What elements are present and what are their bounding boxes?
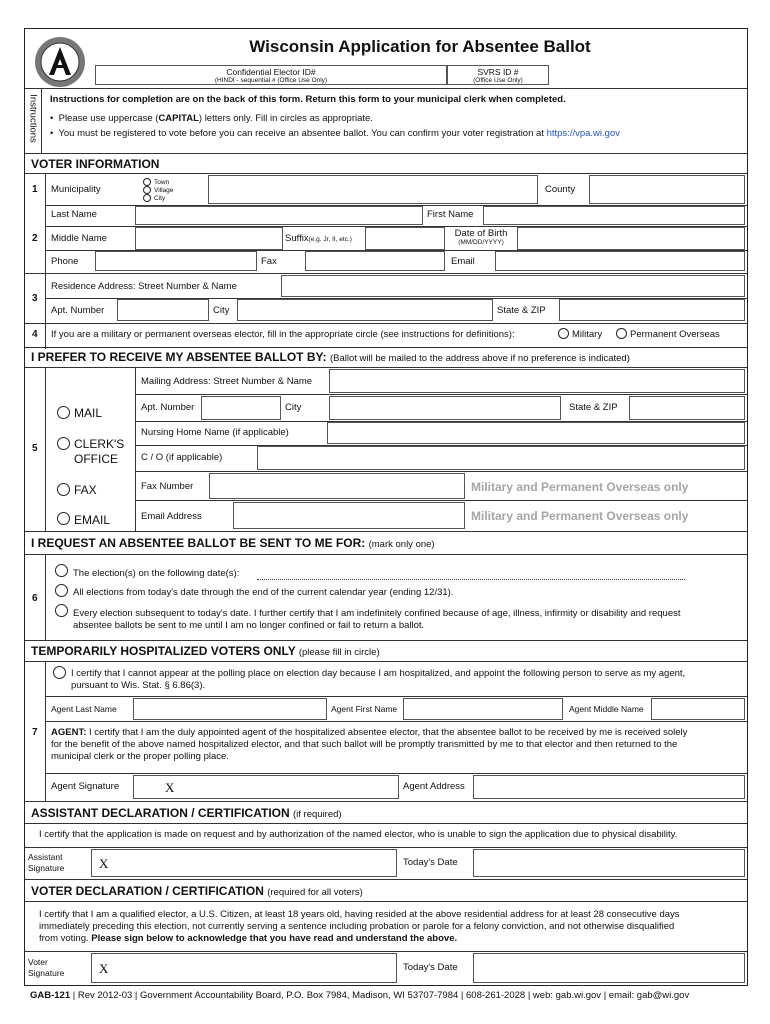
clerks-label: CLERK'S — [74, 437, 125, 451]
nursing-home-label: Nursing Home Name (if applicable) — [141, 427, 289, 438]
middle-name-label: Middle Name — [51, 233, 107, 244]
residence-state-zip-label: State & ZIP — [497, 305, 546, 316]
email-option-label: EMAIL — [74, 513, 111, 527]
assistant-certification-text: I certify that the application is made on request and by authorization of the named elector, who is unable to sign the application due to physical disability. — [39, 829, 678, 840]
mailing-city-label: City — [285, 402, 302, 413]
instructions-bullet-registration: • You must be registered to vote before you can receive an absentee ballot. You can confirm your voter registration at https://vpa.wi.gov — [50, 128, 620, 139]
agent-middle-name-label: Agent Middle Name — [569, 704, 644, 714]
agent-signature-label: Agent Signature — [51, 781, 120, 792]
first-name-input[interactable] — [483, 206, 745, 225]
voter-signature-x: X — [99, 961, 109, 976]
assistant-signature-input[interactable] — [91, 849, 397, 877]
suffix-label: Suffix(e.g. Jr, II, etc.) — [285, 233, 352, 244]
agent-middle-name-input[interactable] — [651, 698, 745, 720]
hospitalized-certify-radio[interactable] — [53, 666, 66, 679]
city-radio[interactable] — [143, 194, 151, 202]
row-number-1: 1 — [32, 184, 38, 195]
email-address-label: Email Address — [141, 511, 202, 522]
voter-information-heading: VOTER INFORMATION — [31, 157, 160, 171]
fax-option-label: FAX — [74, 483, 97, 497]
date-of-birth-label: Date of Birth — [454, 228, 508, 239]
email-address-input[interactable] — [233, 502, 465, 529]
date-of-birth-input[interactable] — [517, 227, 745, 250]
clerks-office-radio[interactable] — [57, 437, 70, 450]
agent-signature-x: X — [165, 780, 175, 795]
voter-date-label: Today's Date — [403, 962, 458, 973]
voter-date-input[interactable] — [473, 953, 745, 983]
voter-signature-label: Voter Signature — [28, 957, 65, 978]
form-title: Wisconsin Application for Absentee Ballot — [249, 37, 591, 56]
voter-declaration-heading: VOTER DECLARATION / CERTIFICATION (required for all voters) — [31, 884, 363, 898]
suffix-input[interactable] — [365, 227, 445, 250]
election-dates-label: The election(s) on the following date(s): — [73, 568, 240, 579]
care-of-label: C / O (if applicable) — [141, 452, 223, 463]
middle-name-input[interactable] — [135, 227, 283, 250]
assistant-date-input[interactable] — [473, 849, 745, 877]
voter-signature-input[interactable] — [91, 953, 397, 983]
assistant-declaration-heading: ASSISTANT DECLARATION / CERTIFICATION (if required) — [31, 806, 342, 820]
assistant-signature-label: Assistant Signature — [28, 852, 65, 873]
instructions-heading: Instructions for completion are on the back of this form. Return this form to your municipal clerk when completed. — [50, 94, 566, 105]
agent-last-name-input[interactable] — [133, 698, 327, 720]
agent-first-name-label: Agent First Name — [331, 704, 398, 714]
village-radio[interactable] — [143, 186, 151, 194]
office-label: OFFICE — [74, 452, 118, 466]
email-delivery-radio[interactable] — [57, 512, 70, 525]
mailing-apt-label: Apt. Number — [141, 402, 195, 413]
calendar-year-radio[interactable] — [55, 584, 68, 597]
fax-number-input[interactable] — [209, 473, 465, 499]
town-radio[interactable] — [143, 178, 151, 186]
svrs-id-label: SVRS ID # — [477, 67, 519, 77]
residence-address-input[interactable] — [281, 275, 745, 297]
row-number-3: 3 — [32, 293, 38, 304]
instructions-side-label: Instructions — [27, 94, 39, 143]
military-question: If you are a military or permanent overseas elector, fill in the appropriate circle (see instructions for definitions): — [51, 329, 515, 340]
instructions-bullet-capital: • Please use uppercase (CAPITAL) letters only. Fill in circles as appropriate. — [50, 113, 373, 124]
indefinitely-confined-radio[interactable] — [55, 604, 68, 617]
county-input[interactable] — [589, 175, 745, 204]
email-military-only-note: Military and Permanent Overseas only — [471, 509, 689, 523]
mailing-address-label: Mailing Address: Street Number & Name — [141, 376, 313, 387]
row-number-2: 2 — [32, 233, 38, 244]
delivery-method-heading: I PREFER TO RECEIVE MY ABSENTEE BALLOT BY: (Ballot will be mailed to the address above if no preference is indicated) — [31, 350, 630, 364]
municipality-label: Municipality — [51, 184, 101, 195]
row-number-7: 7 — [32, 727, 38, 738]
permanent-overseas-radio[interactable] — [616, 328, 627, 339]
fax-military-only-note: Military and Permanent Overseas only — [471, 480, 689, 494]
voter-certification-text: I certify that I am a qualified elector, a U.S. Citizen, at least 18 years old, having resided at the above residential address for at least 28 consecutive days immediately preceding this election, not currently serving a sentence including probation or parole for a felony conviction, and not otherwise disqualified from voting. Please sign below to acknowledge that you have read and understand the above. — [39, 909, 680, 944]
state-seal-logo — [33, 35, 87, 89]
agent-address-input[interactable] — [473, 775, 745, 799]
town-label: Town — [154, 179, 170, 186]
email-input[interactable] — [495, 251, 745, 271]
hospitalized-certify-text: I certify that I cannot appear at the polling place on election day because I am hospitalized, and appoint the following person to serve as my agent, pursuant to Wis. Stat. § 6.86(3). — [71, 668, 686, 691]
last-name-input[interactable] — [135, 206, 423, 225]
residence-apt-input[interactable] — [117, 299, 209, 321]
permanent-overseas-label: Permanent Overseas — [630, 329, 720, 340]
row-number-5: 5 — [32, 443, 38, 454]
form-id: GAB-121 — [30, 990, 71, 1001]
date-of-birth-hint: (MM/DD/YYYY) — [458, 239, 504, 246]
election-dates-line[interactable] — [257, 579, 685, 580]
assistant-date-label: Today's Date — [403, 857, 458, 868]
fax-label: Fax — [261, 256, 277, 267]
mailing-city-input[interactable] — [329, 396, 561, 420]
agent-last-name-label: Agent Last Name — [51, 704, 117, 714]
row-number-4: 4 — [32, 329, 38, 340]
phone-label: Phone — [51, 256, 79, 267]
agent-first-name-input[interactable] — [403, 698, 563, 720]
row-number-6: 6 — [32, 593, 38, 604]
care-of-input[interactable] — [257, 446, 745, 470]
mail-option-label: MAIL — [74, 406, 103, 420]
fax-delivery-radio[interactable] — [57, 483, 70, 496]
residence-address-label: Residence Address: Street Number & Name — [51, 281, 237, 292]
svrs-id-note: (Office Use Only) — [473, 77, 523, 84]
voter-registration-link[interactable]: https://vpa.wi.gov — [546, 128, 620, 139]
fax-number-label: Fax Number — [141, 481, 194, 492]
first-name-label: First Name — [427, 209, 474, 220]
residence-apt-label: Apt. Number — [51, 305, 105, 316]
village-label: Village — [154, 187, 174, 194]
agent-certification-text: AGENT: I certify that I am the duly appointed agent of the hospitalized absentee elector, that the absentee ballot to be received by me is received solely for the benefit of the above named hospitalized elector, and that such ballot will be promptly transmitted by me to that elector and then returned to the municipal clerk or the proper polling place. — [51, 727, 688, 762]
municipality-input[interactable] — [208, 175, 538, 204]
military-label: Military — [572, 329, 603, 340]
ballot-request-heading: I REQUEST AN ABSENTEE BALLOT BE SENT TO ME FOR: (mark only one) — [31, 536, 435, 550]
residence-state-zip-input[interactable] — [559, 299, 745, 321]
email-label: Email — [451, 256, 475, 267]
city-label: City — [154, 195, 166, 202]
residence-city-label: City — [213, 305, 230, 316]
mail-radio[interactable] — [57, 406, 70, 419]
mailing-address-input[interactable] — [329, 369, 745, 393]
confidential-elector-id-label: Confidential Elector ID# — [226, 67, 316, 77]
application-form — [24, 28, 748, 986]
phone-input[interactable] — [95, 251, 257, 271]
agent-address-label: Agent Address — [403, 781, 465, 792]
mailing-apt-input[interactable] — [201, 396, 281, 420]
fax-input[interactable] — [305, 251, 445, 271]
confidential-elector-id-note: (HINDI - sequential # (Office Use Only) — [214, 77, 328, 84]
nursing-home-input[interactable] — [327, 422, 745, 444]
last-name-label: Last Name — [51, 209, 97, 220]
calendar-year-label: All elections from today's date through the end of the current calendar year (ending 12/31). — [73, 587, 454, 598]
indefinitely-confined-label: Every election subsequent to today's date. I further certify that I am indefinitely confined because of age, illness, infirmity or disability and request absentee ballots be sent to me until I am no longer confined or fail to return a ballot. — [73, 608, 681, 631]
hospitalized-heading: TEMPORARILY HOSPITALIZED VOTERS ONLY (please fill in circle) — [31, 644, 380, 658]
county-label: County — [545, 184, 576, 195]
form-footer: GAB-121 | Rev 2012-03 | Government Accountability Board, P.O. Box 7984, Madison, WI 53707-7984 | 608-261-2028 | web: gab.wi.gov | email: gab@wi.gov — [30, 990, 690, 1001]
residence-city-input[interactable] — [237, 299, 493, 321]
assistant-signature-x: X — [99, 856, 109, 871]
military-radio[interactable] — [558, 328, 569, 339]
mailing-state-zip-label: State & ZIP — [569, 402, 618, 413]
election-dates-radio[interactable] — [55, 564, 68, 577]
mailing-state-zip-input[interactable] — [629, 396, 745, 420]
